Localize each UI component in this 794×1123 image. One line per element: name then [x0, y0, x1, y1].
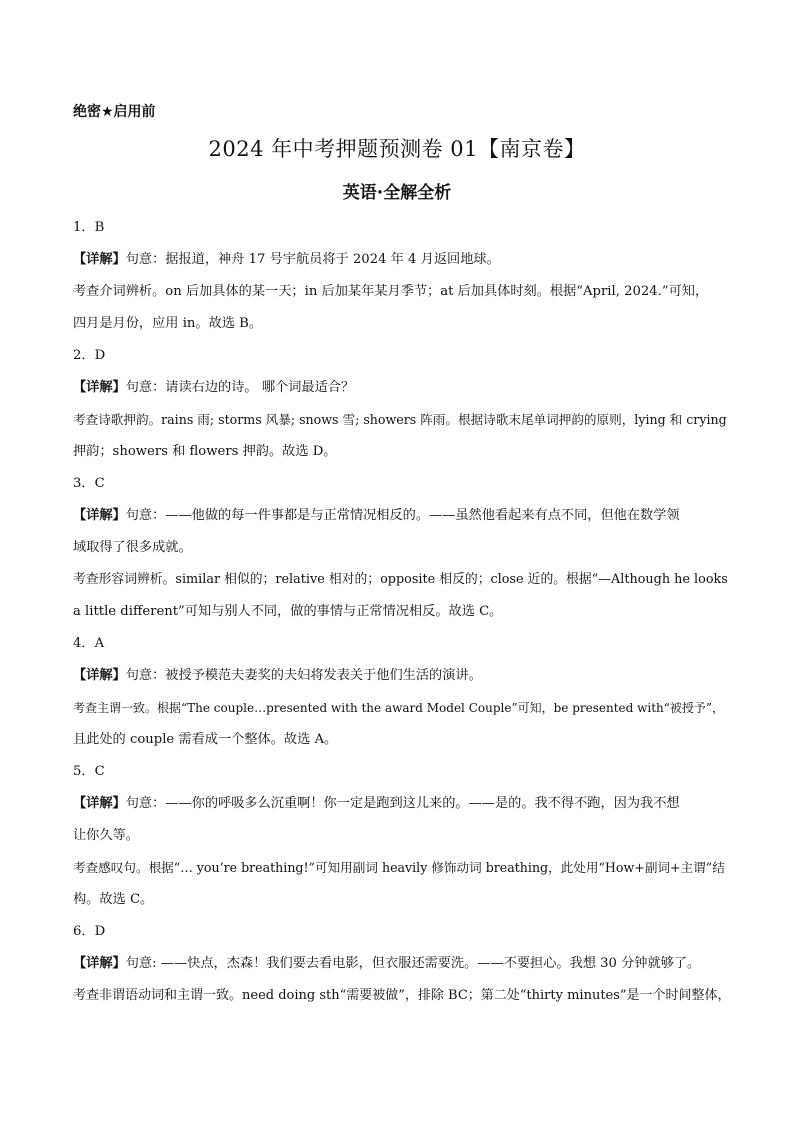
detail-tag: 【详解】 — [73, 508, 126, 523]
answer-number: 3．C — [73, 476, 105, 491]
meaning-text: 句意：请读右边的诗。 哪个词最适合？ — [125, 380, 355, 395]
meaning-text: 句意：据报道，神舟 17 号宇航员将于 2024 年 4 月返回地球。 — [125, 252, 500, 267]
meaning-text: 句意: ——快点，杰森！我们要去看电影，但衣服还需要洗。——不要担心。我想 30 分钟就够了。 — [125, 956, 701, 971]
analysis-line: a little different”可知与别人不同，做的事情与正常情况相反。故选 C。 — [73, 604, 503, 619]
detail-tag: 【详解】 — [73, 956, 126, 971]
analysis-line: 构。故选 C。 — [73, 892, 154, 907]
analysis-line: 考查诗歌押韵。rains 雨; storms 风暴; snows 雪; showers 阵雨。根据诗歌末尾单词押韵的原则，lying 和 crying — [73, 412, 727, 427]
confidential-label: 绝密★启用前 — [73, 104, 156, 120]
analysis-line: 押韵；showers 和 flowers 押韵。故选 D。 — [73, 444, 337, 459]
answer-number: 4．A — [73, 636, 105, 651]
analysis-line: 考查形容词辨析。similar 相似的；relative 相对的；opposite 相反的；close 近的。根据“—Although he looks — [73, 572, 728, 587]
answer-number: 6．D — [73, 924, 106, 939]
detail-tag: 【详解】 — [73, 796, 126, 811]
meaning-continuation: 域取得了很多成就。 — [73, 540, 192, 555]
analysis-line: 考查感叹句。根据“… you’re breathing!”可知用副词 heavily 修饰动词 breathing，此处用“How+副词+主谓”结 — [73, 860, 725, 875]
page-subtitle: 英语·全解全析 — [342, 183, 452, 203]
answer-number: 2．D — [73, 348, 106, 363]
page-title: 2024 年中考押题预测卷 01【南京卷】 — [208, 137, 586, 161]
analysis-line: 且此处的 couple 需看成一个整体。故选 A。 — [73, 732, 338, 747]
answer-meaning-line — [73, 250, 733, 270]
answer-meaning-line — [73, 666, 733, 686]
answer-meaning-line — [73, 794, 733, 814]
answer-meaning-line — [73, 378, 733, 398]
analysis-line: 考查主谓一致。根据“The couple…presented with the award Model Couple”可知，be presented with“被授予”， — [73, 701, 725, 715]
meaning-text: 句意：——你的呼吸多么沉重啊！你一定是跑到这儿来的。——是的。我不得不跑，因为我不想 — [125, 796, 680, 811]
analysis-line: 四月是月份，应用 in。故选 B。 — [73, 316, 263, 331]
analysis-line: 考查介词辨析。on 后加具体的某一天；in 后加某年某月季节；at 后加具体时刻。根据“April, 2024.”可知， — [73, 284, 709, 299]
detail-tag: 【详解】 — [73, 668, 126, 683]
meaning-text: 句意：——他做的每一件事都是与正常情况相反的。——虽然他看起来有点不同，但他在数学领 — [125, 508, 680, 523]
meaning-continuation: 让你久等。 — [73, 828, 139, 843]
detail-tag: 【详解】 — [73, 252, 126, 267]
answer-number: 5．C — [73, 764, 105, 779]
detail-tag: 【详解】 — [73, 380, 126, 395]
meaning-text: 句意：被授予模范夫妻奖的夫妇将发表关于他们生活的演讲。 — [125, 668, 482, 683]
answer-meaning-line — [73, 954, 733, 974]
answer-meaning-line — [73, 506, 733, 526]
answer-number: 1．B — [73, 220, 105, 235]
analysis-line: 考查非谓语动词和主谓一致。need doing sth“需要被做”，排除 BC；第二处“thirty minutes”是一个时间整体， — [73, 988, 731, 1003]
